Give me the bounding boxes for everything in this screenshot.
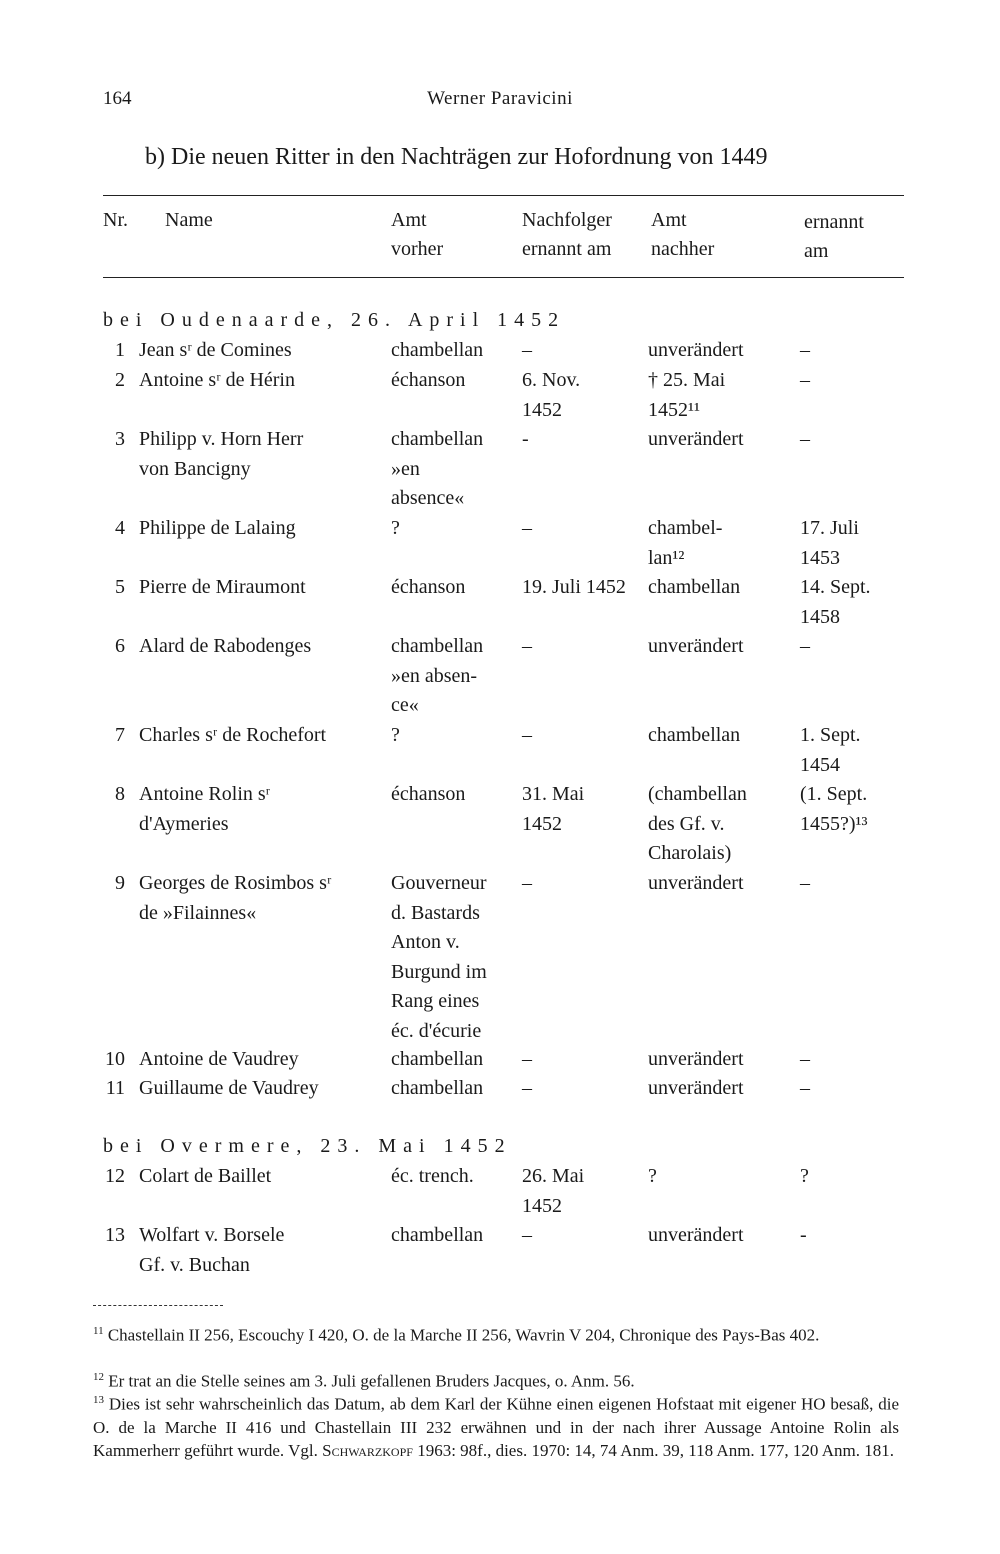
table-cell-name: Alard de Rabodenges [139,635,312,657]
table-cell-amt-nachher: unverändert [648,428,744,450]
table-cell-ernannt: – [800,1077,810,1099]
table-cell-amt-nachher: unverändert [648,1224,744,1246]
table-cell-amt-vorher: chambellan [391,339,484,361]
table-cell-amt-vorher: chambellan »en absence« [391,428,484,509]
table-cell-nr: 12 [105,1165,125,1187]
footnote-12: $^{12}$ Er trat an die Stelle seines am 3. Juli gefallenen Bruders Jacques, o. Anm. 56. [93,1371,635,1391]
table-cell-ernannt: 1. Sept. 1454 [800,724,861,776]
table-cell-name: Georges de Rosimbos sʳ de »Filainnes« [139,872,332,924]
table-cell-nachfolger: – [522,724,532,746]
table-cell-ernannt: 14. Sept. 1458 [800,576,871,628]
table-cell-amt-nachher: chambellan [648,576,741,598]
table-cell-amt-vorher: chambellan [391,1077,484,1099]
footnote-13: $^{13}$ Dies ist sehr wahrscheinlich das Datum, ab dem Karl der Kühne einen eigenen Hofstaat mit eigener HO besaß, die O. de la Marche II 416 und Chastellain III 232 erwähnen und in der nach ihrer Aussage Antoine Rolin als Kammerherr geführt wurde. Vgl. Schwarzkopf 1963: 98f., dies. 1970: 14, 74 Anm. 39, 118 Anm. 177, 120 Anm. 181. [93,1394,899,1460]
table-cell-amt-nachher: ? [648,1165,657,1187]
header-nr: Nr. [103,209,128,231]
table-cell-nachfolger: – [522,1048,532,1070]
table-cell-name: Philippe de Lalaing [139,517,296,539]
group-title: bei Overmere, 23. Mai 1452 [103,1135,512,1157]
table-cell-ernannt: – [800,872,810,894]
table-cell-name: Wolfart v. Borsele Gf. v. Buchan [139,1224,285,1276]
table-cell-nachfolger: - [522,428,529,450]
table-cell-amt-vorher: Gouverneur d. Bastards Anton v. Burgund im Rang eines éc. d'écurie [391,872,487,1042]
table-cell-name: Antoine de Vaudrey [139,1048,299,1070]
table-cell-nr: 7 [115,724,125,746]
table-cell-amt-nachher: (chambellan des Gf. v. Charolais) [648,783,747,864]
table-cell-ernannt: - [800,1224,807,1246]
table-cell-amt-vorher: chambellan [391,1048,484,1070]
table-cell-amt-nachher: unverändert [648,1048,744,1070]
table-cell-amt-nachher: unverändert [648,1077,744,1099]
author-smallcaps: Schwarzkopf [322,1440,413,1460]
footnote-separator [93,1305,223,1306]
table-cell-amt-vorher: ? [391,724,400,746]
table-cell-ernannt: – [800,339,810,361]
table-cell-nachfolger: – [522,1224,532,1246]
table-cell-nachfolger: 31. Mai 1452 [522,783,585,835]
table-cell-nr: 4 [115,517,125,539]
table-cell-amt-vorher: échanson [391,783,466,805]
header-nachfolger: Nachfolger ernannt am [522,209,612,260]
table-cell-name: Antoine sʳ de Hérin [139,369,295,391]
header-name: Name [165,209,213,231]
table-cell-nachfolger: – [522,872,532,894]
table-cell-amt-vorher: chambellan »en absen- ce« [391,635,484,716]
table-cell-amt-nachher: † 25. Mai 1452¹¹ [648,369,726,421]
table-cell-nr: 10 [105,1048,125,1070]
table-cell-nachfolger: 26. Mai 1452 [522,1165,585,1217]
table-cell-nachfolger: – [522,339,532,361]
table-cell-name: Antoine Rolin sʳ d'Aymeries [139,783,271,835]
table-cell-amt-vorher: échanson [391,369,466,391]
table-cell-name: Charles sʳ de Rochefort [139,724,327,746]
table-cell-nr: 1 [115,339,125,361]
table-cell-nachfolger: – [522,635,532,657]
table-cell-amt-vorher: échanson [391,576,466,598]
table-cell-name: Jean sʳ de Comines [139,339,292,361]
table-cell-nachfolger: – [522,517,532,539]
header-amt-nachher: Amt nachher [651,209,715,260]
table-cell-amt-nachher: unverändert [648,635,744,657]
table-cell-ernannt: 17. Juli 1453 [800,517,859,569]
table-cell-nr: 8 [115,783,125,805]
header-ernannt: ernannt am [804,211,864,262]
table-cell-amt-vorher: ? [391,517,400,539]
table-cell-nr: 9 [115,872,125,894]
running-head-author: Werner Paravicini [427,88,573,109]
table-header-rule [103,277,904,278]
table-cell-name: Philipp v. Horn Herr von Bancigny [139,428,304,480]
header-amt-vorher: Amt vorher [391,209,444,260]
table-cell-amt-nachher: chambel- lan¹² [648,517,723,569]
table-cell-nr: 5 [115,576,125,598]
table-cell-nr: 6 [115,635,125,657]
table-cell-ernannt: – [800,369,810,391]
table-cell-ernannt: – [800,428,810,450]
table-cell-ernannt: – [800,1048,810,1070]
page-number: 164 [103,88,132,109]
table-cell-name: Guillaume de Vaudrey [139,1077,319,1099]
section-title: b) Die neuen Ritter in den Nachträgen zur Hofordnung von 1449 [145,144,768,170]
table-cell-nachfolger: – [522,1077,532,1099]
table-cell-name: Pierre de Miraumont [139,576,306,598]
table-cell-amt-vorher: éc. trench. [391,1165,474,1187]
table-cell-nachfolger: 19. Juli 1452 [522,576,626,598]
table-cell-amt-nachher: unverändert [648,872,744,894]
table-cell-name: Colart de Baillet [139,1165,272,1187]
table-cell-nr: 3 [115,428,125,450]
table-cell-nr: 13 [105,1224,125,1246]
group-title: bei Oudenaarde, 26. April 1452 [103,309,566,331]
table-cell-nr: 2 [115,369,125,391]
table-cell-ernannt: (1. Sept. 1455?)¹³ [800,783,868,835]
table-cell-amt-vorher: chambellan [391,1224,484,1246]
footnote-11: $^{11}$ Chastellain II 256, Escouchy I 420, O. de la Marche II 256, Wavrin V 204, Chronique des Pays-Bas 402. [93,1325,820,1345]
table-cell-amt-nachher: chambellan [648,724,741,746]
table-cell-amt-nachher: unverändert [648,339,744,361]
table-cell-nr: 11 [105,1077,125,1099]
table-cell-nachfolger: 6. Nov. 1452 [522,369,581,421]
table-cell-ernannt: ? [800,1165,809,1187]
table-top-rule [103,195,904,196]
table-cell-ernannt: – [800,635,810,657]
